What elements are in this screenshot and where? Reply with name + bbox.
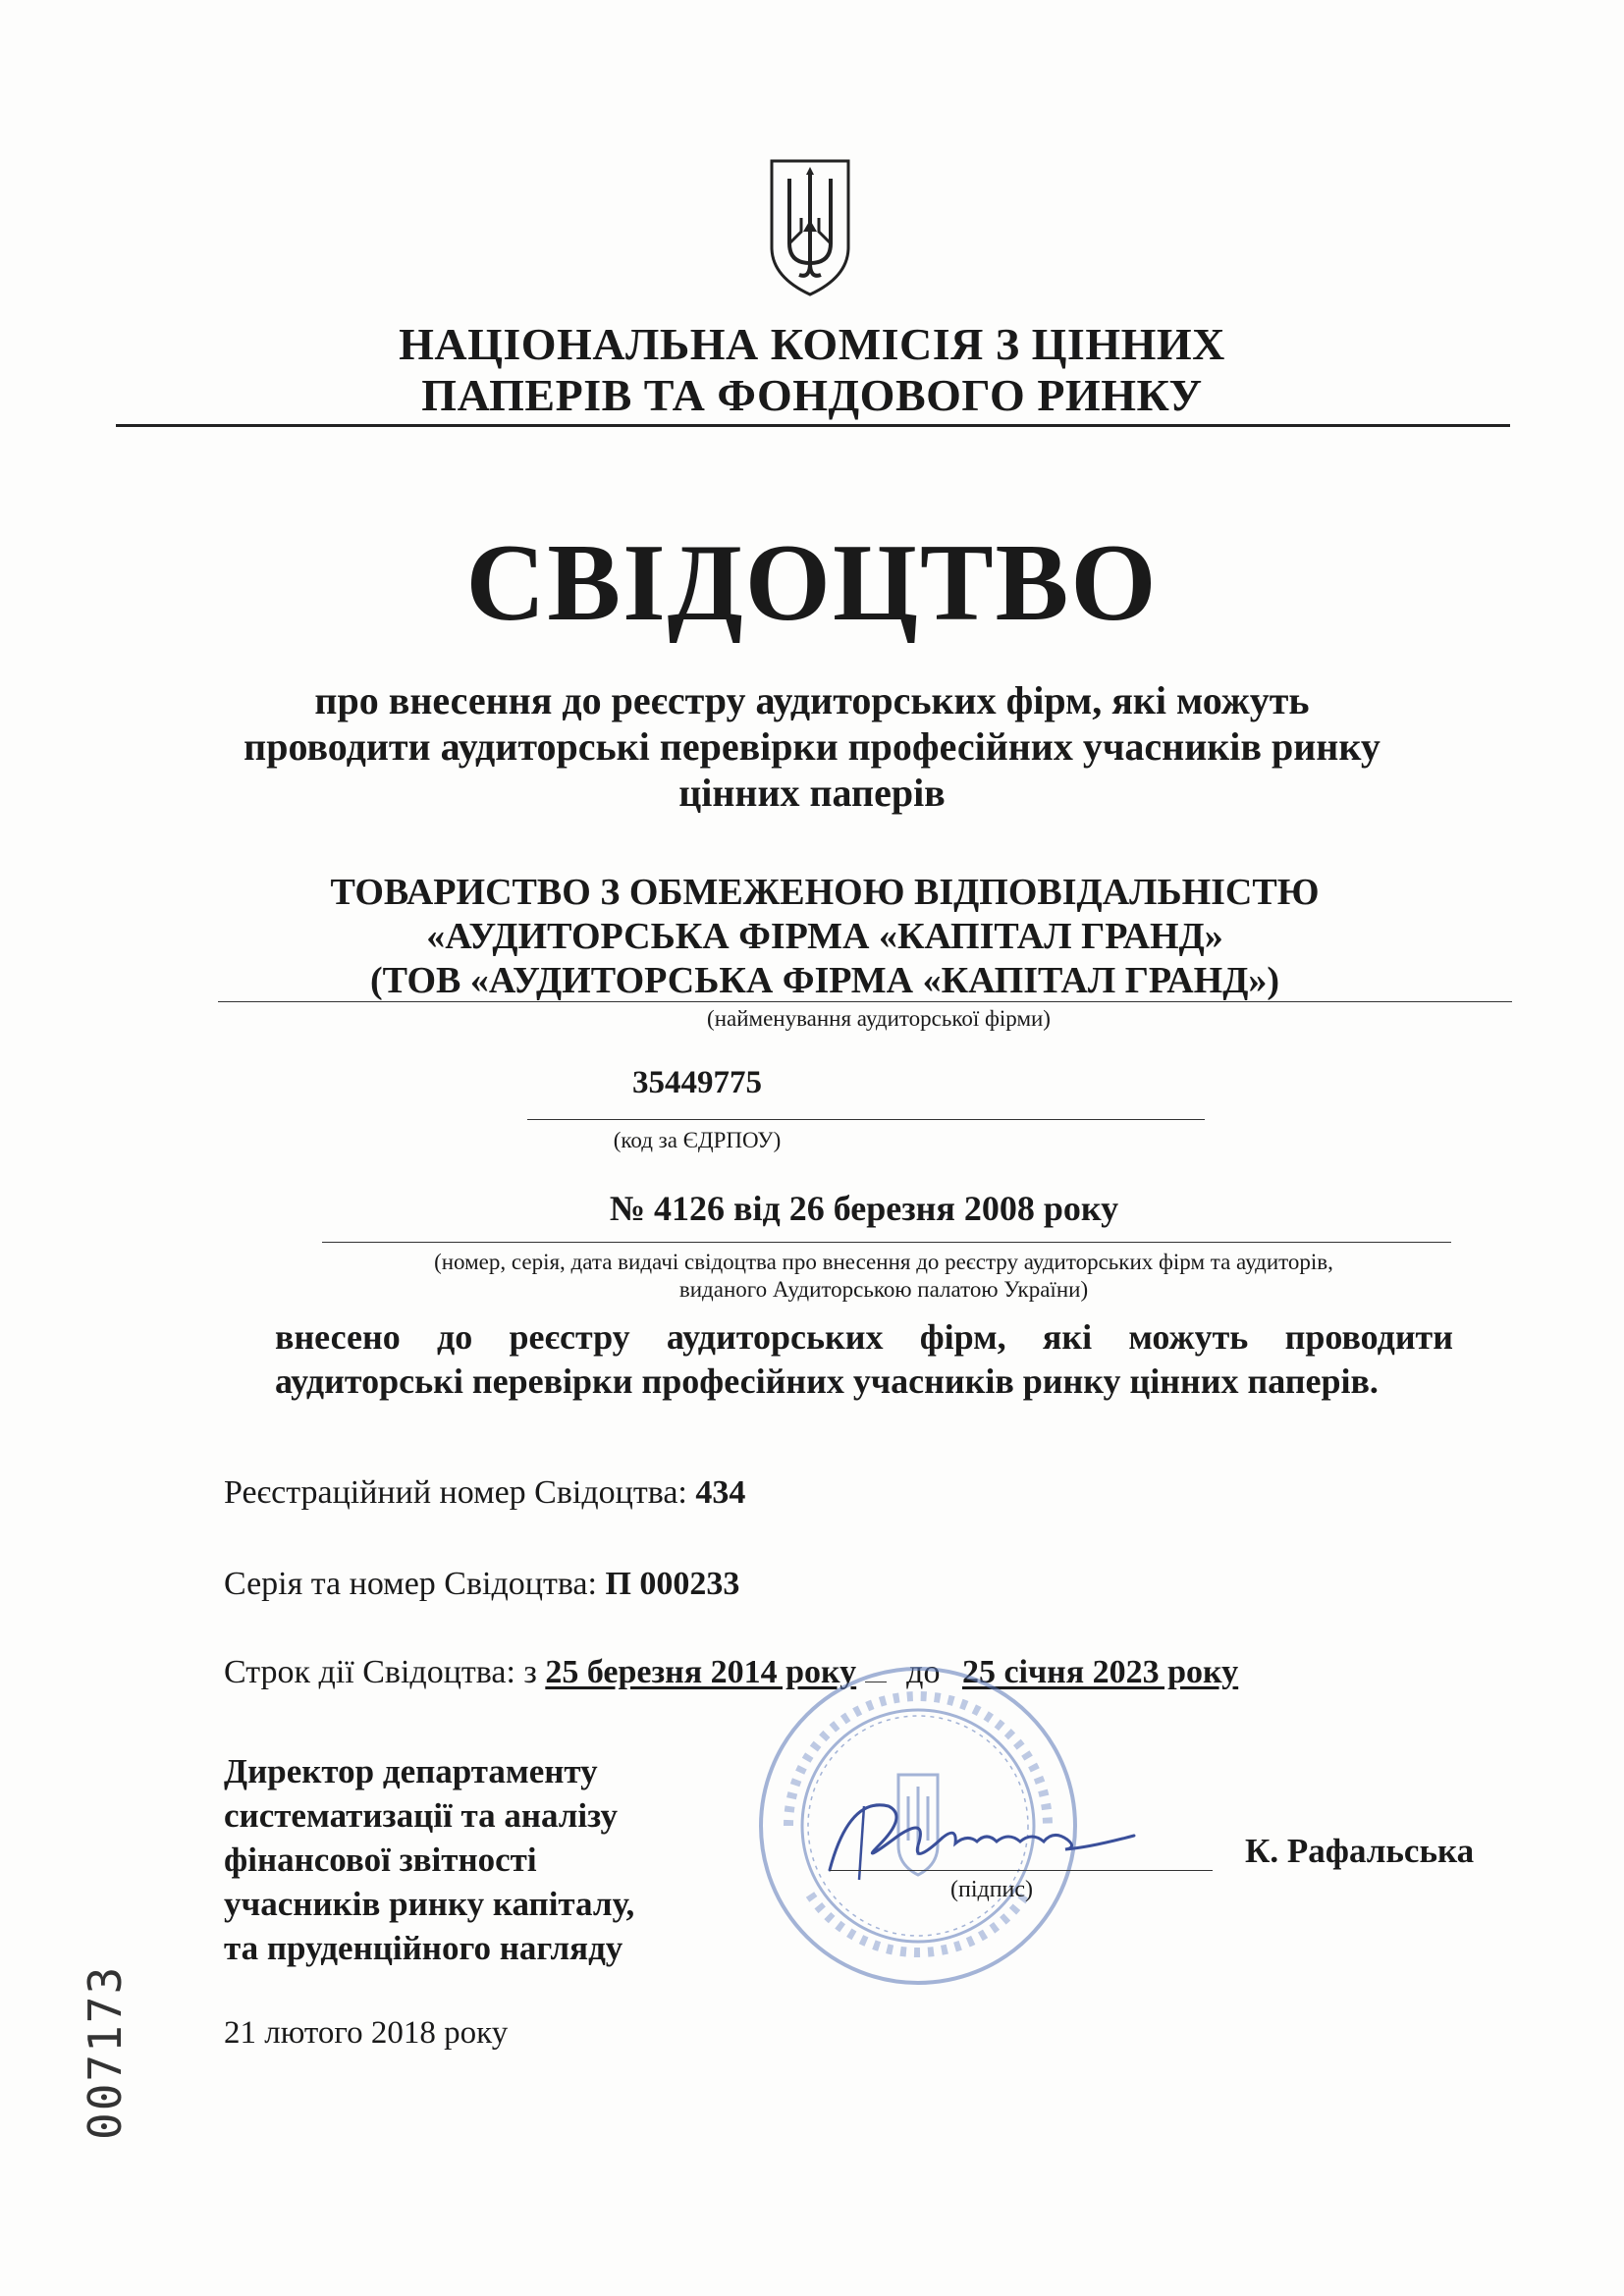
series-number-line <box>224 1566 739 1603</box>
issue-date: 21 лютого 2018 року <box>224 2015 509 2051</box>
firm-line-3: (ТОВ «АУДИТОРСЬКА ФІРМА «КАПІТАЛ ГРАНД») <box>369 960 1280 1001</box>
firm-rule <box>218 1001 1512 1002</box>
document-title: СВІДОЦТВО <box>465 522 1159 644</box>
registration-number-line <box>224 1474 745 1512</box>
signature-caption: (підпис) <box>950 1877 1034 1902</box>
firm-caption: (найменування аудиторської фірми) <box>707 1006 1051 1031</box>
edrpou-caption: (код за ЄДРПОУ) <box>613 1128 782 1152</box>
form-serial-number: 007173 <box>79 1964 132 2140</box>
auditor-caption-line-1: (номер, серія, дата видачі свідоцтва про внесення до реєстру аудиторських фірм та аудиторів, <box>434 1250 1333 1274</box>
series-number-label: Серія та номер Свідоцтва: <box>224 1566 597 1602</box>
document-subtitle <box>0 677 1624 816</box>
coat-of-arms-icon <box>766 157 854 299</box>
signatory-name: К. Рафальська <box>1245 1832 1475 1870</box>
director-line-4: учасників ринку капіталу, <box>224 1885 635 1923</box>
director-line-2: систематизації та аналізу <box>224 1796 618 1835</box>
series-number-value: П 000233 <box>605 1566 740 1602</box>
validity-to: 25 січня 2023 року <box>961 1654 1239 1690</box>
issuer-line-1: НАЦІОНАЛЬНА КОМІСІЯ З ЦІННИХ <box>399 319 1225 369</box>
firm-name <box>137 871 1512 1003</box>
edrpou-rule <box>527 1119 1205 1120</box>
validity-from: 25 березня 2014 року <box>545 1654 857 1690</box>
director-line-3: фінансової звітності <box>224 1841 537 1879</box>
signature-line <box>830 1870 1213 1871</box>
issuer-line-2: ПАПЕРІВ ТА ФОНДОВОГО РИНКУ <box>421 370 1203 420</box>
auditor-certificate-number: № 4126 від 26 березня 2008 року <box>609 1189 1119 1228</box>
firm-line-2: «АУДИТОРСЬКА ФІРМА «КАПІТАЛ ГРАНД» <box>426 916 1223 957</box>
director-line-5: та пруденційного нагляду <box>224 1929 623 1967</box>
subtitle-line-1: про внесення до реєстру аудиторських фірм, які можуть <box>314 678 1310 722</box>
auditor-certificate-rule <box>322 1242 1451 1243</box>
validity-label: Строк дії Свідоцтва: з <box>224 1654 537 1690</box>
registration-number-value: 434 <box>695 1474 746 1511</box>
subtitle-line-2: проводити аудиторські перевірки професійних учасників ринку <box>244 724 1380 769</box>
header-rule <box>116 424 1510 427</box>
registration-number-label: Реєстраційний номер Свідоцтва: <box>224 1474 687 1511</box>
edrpou-code: 35449775 <box>632 1065 762 1100</box>
auditor-certificate-caption <box>295 1249 1473 1304</box>
validity-to-word: до <box>906 1654 941 1690</box>
subtitle-line-3: цінних паперів <box>678 771 946 815</box>
firm-line-1: ТОВАРИСТВО З ОБМЕЖЕНОЮ ВІДПОВІДАЛЬНІСТЮ <box>330 872 1320 913</box>
auditor-caption-line-2: виданого Аудиторською палатою України) <box>678 1277 1089 1302</box>
handwritten-signature-icon <box>820 1777 1144 1885</box>
director-position <box>224 1749 634 1970</box>
issuer-name <box>0 319 1624 421</box>
validity-line <box>224 1654 1238 1691</box>
director-line-1: Директор департаменту <box>224 1752 598 1790</box>
registration-statement: внесено до реєстру аудиторських фірм, які можуть проводити аудиторські перевірки професійних учасників ринку цінних паперів. <box>275 1317 1453 1401</box>
